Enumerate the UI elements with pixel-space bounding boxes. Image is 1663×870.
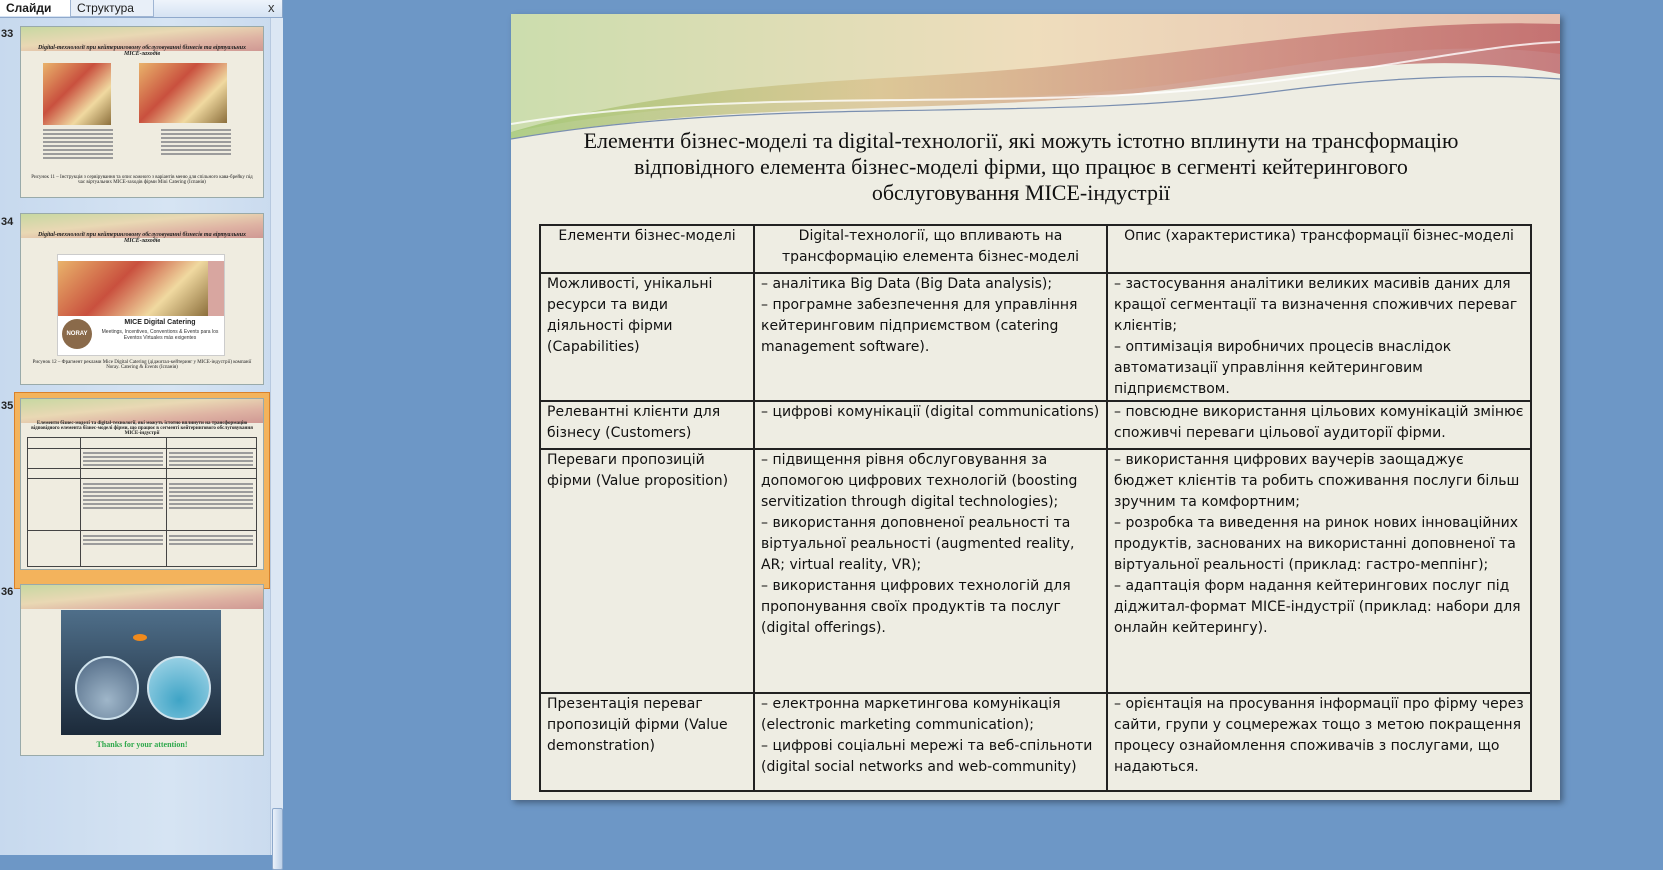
slide-thumbnail-33[interactable] [20,26,264,198]
bottle-image [208,261,224,316]
cell-text: – електронна маркетингова комунікація (electronic marketing communication); [761,696,1061,733]
header-cell: Елементи бізнес-моделі [540,225,754,273]
food-image [43,63,111,125]
cell-text: – використання цифрових технологій для пропонування своїх продуктів та послуг (digital offerings). [761,578,1071,636]
goldfish-image [61,610,221,735]
slide-thumbnail-34[interactable] [20,213,264,385]
header-cell: Опис (характеристика) трансформації бізнес-моделі [1107,225,1531,273]
table-text [83,450,163,468]
menu-text-block [43,127,113,161]
desc-cell [1107,401,1531,449]
element-cell: Презентація переваг пропозицій фірми (Value demonstration) [540,693,754,791]
thumbnail-title: Digital-технології при кейтеринговому обслуговуванні бізнесів та віртуальних MICE-заходів [37,232,247,244]
tab-outline[interactable]: Структура [70,0,154,17]
cell-text: – повсюдне використання цільових комунікацій змінює споживчі переваги цільової аудиторії фірми. [1114,404,1524,441]
fish-bowl [147,656,211,720]
slide-thumbnail-36[interactable] [20,584,264,756]
thumbnail-title: Digital-технології при кейтеринговому обслуговуванні бізнесів та віртуальних MICE-заходів [37,45,247,57]
tech-cell [754,693,1107,791]
thumbnail-scrollbar[interactable] [270,18,283,855]
food-image [58,261,208,316]
slide-thumbnail-35[interactable] [20,398,264,570]
slide-number: 33 [1,28,14,40]
element-cell: Релевантні клієнти для бізнесу (Customers) [540,401,754,449]
table-row [540,401,1531,449]
thumbnail-list [0,18,270,855]
noray-logo: NORAY [62,319,92,349]
cell-text: – аналітика Big Data (Big Data analysis); [761,276,1053,292]
slide-number: 36 [1,586,14,598]
tab-slides[interactable]: Слайди [0,0,73,16]
thumbnail-title: Елементи бізнес-моделі та digital-технології, які можуть істотно вплинути на трансформацію відповідного елемента бізнес-моделі фірми, що працює в сегменті кейтерингового обслуговування MICE-індустрії [31,421,253,436]
cell-text: – розробка та виведення на ринок нових інноваційних продуктів, заснованих на використанні доповненої та віртуальної реальності (приклад: гастро-меппінг); [1114,515,1519,573]
decorative-wave [21,585,263,609]
thumbnail-caption: Рисунок 12 – Фрагмент реклами Mice Digital Catering (діджитал-кейтеринг у MICE-індустрії) компанії Noray. Catering & Events (Іспанія) [32,360,252,370]
cell-text: – підвищення рівня обслуговування за допомогою цифрових технологій (boosting servitization through digital technologies); [761,452,1078,510]
tech-cell [754,449,1107,693]
cell-text: – використання доповненої реальності та віртуальної реальності (augmented reality, AR; virtual reality, VR); [761,515,1075,573]
brand-name: MICE Digital Catering [124,319,196,326]
fish-bowl [75,656,139,720]
cell-text: – цифрові комунікації (digital communications) [761,404,1100,420]
desc-cell [1107,449,1531,693]
cell-text: – застосування аналітики великих масивів даних для кращої сегментації та визначення споживчих переваг клієнтів; [1114,276,1518,334]
slides-panel [0,0,283,855]
close-panel-icon[interactable]: x [268,0,275,15]
table-text [169,450,253,468]
desc-cell [1107,693,1531,791]
brand-tagline: Meetings, Incentives, Conventions & Events para los Eventos Virtuales más exigentes [101,329,219,341]
tech-cell [754,401,1107,449]
slide-title[interactable] [541,128,1501,206]
cell-text: – цифрові соціальні мережі та веб-спільноти (digital social networks and web-community) [761,738,1093,775]
table-row [540,273,1531,401]
tech-cell [754,273,1107,401]
business-model-table[interactable] [539,224,1532,792]
table-row [540,449,1531,693]
decorative-wave [21,399,263,423]
cell-text: – використання цифрових ваучерів заощаджує бюджет клієнтів та робить споживання послуги більш зручним та комфортним; [1114,452,1520,510]
slide-number: 34 [1,216,14,228]
menu-text-block [161,127,231,157]
title-line: обслуговування MICE-індустрії [871,180,1171,205]
mini-table [27,437,257,567]
thanks-text: Thanks for your attention! [96,740,188,749]
slide-number: 35 [1,400,14,412]
panel-tabs [0,0,282,18]
title-line: відповідного елемента бізнес-моделі фірми, що працює в сегменті кейтерингового [634,154,1408,179]
header-cell: Digital-технології, що впливають на трансформацію елемента бізнес-моделі [754,225,1107,273]
decorative-wave [511,14,1560,144]
cell-text: – програмне забезпечення для управління кейтеринговим підприємством (catering management software). [761,297,1078,355]
table-header-row [540,225,1531,273]
food-image [139,63,227,123]
table-row [540,693,1531,791]
cell-text: – орієнтація на просування інформації про фірму через сайти, групи у соцмережах тощо з метою покращення процесу ознайомлення споживачів з послугами, що надаються. [1114,696,1524,775]
goldfish-icon [133,634,147,641]
cell-text: – адаптація форм надання кейтерингових послуг під діджитал-формат MICE-індустрії (приклад: набори для онлайн кейтерингу). [1114,578,1521,636]
ad-banner [57,254,225,356]
slide-canvas[interactable] [511,14,1560,800]
desc-cell [1107,273,1531,401]
table-text [83,481,163,511]
thumbnail-caption: Рисунок 11 – Інструкція з сервірування та опис кожного з варіантів меню для спільного кава-брейку під час віртуальних MICE-заходів фірми Mini Catering (Іспанія) [31,175,253,185]
element-cell: Переваги пропозицій фірми (Value proposition) [540,449,754,693]
cell-text: – оптимізація виробничих процесів внаслідок автоматизації управління кейтеринговим підприємством. [1114,339,1452,397]
table-text [83,533,163,547]
title-line: Елементи бізнес-моделі та digital-технології, які можуть істотно вплинути на трансформацію [583,128,1459,153]
table-text [169,533,253,547]
table-text [169,481,253,511]
element-cell: Можливості, унікальні ресурси та види діяльності фірми (Capabilities) [540,273,754,401]
scrollbar-thumb[interactable] [272,808,283,870]
